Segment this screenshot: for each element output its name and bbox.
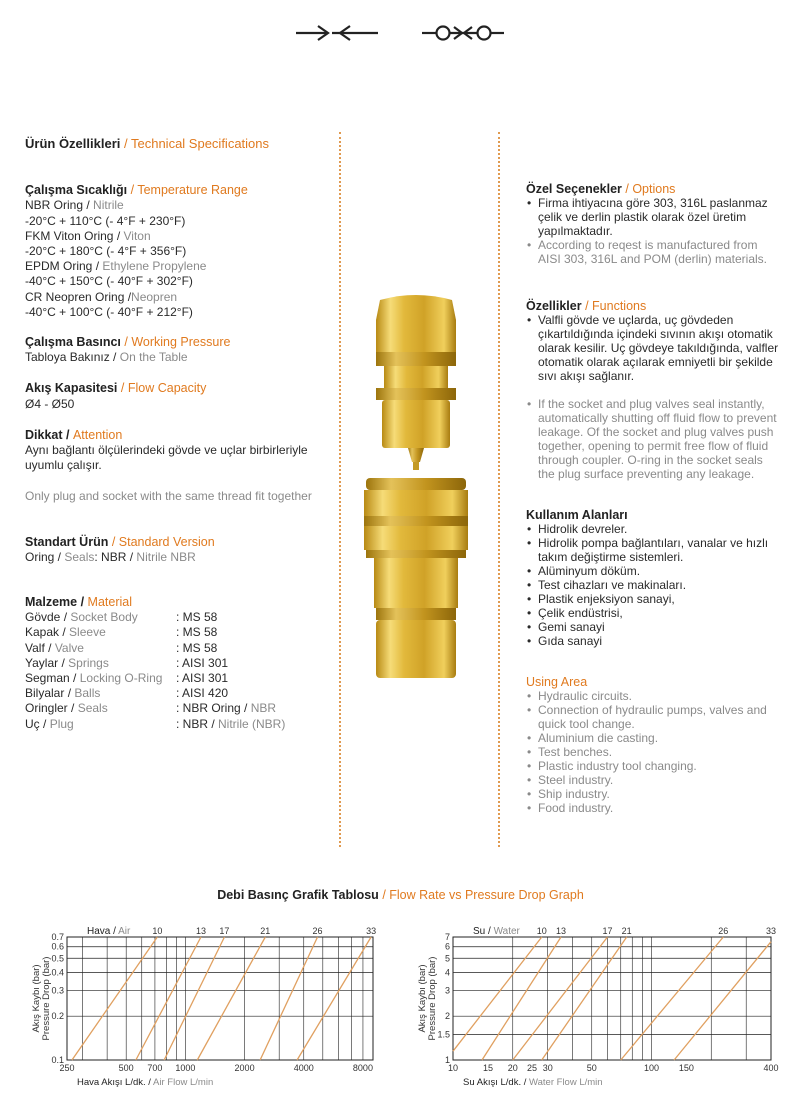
list-item: • Test benches. [526,745,781,759]
list-item: • Hydraulic circuits. [526,689,781,703]
temp-row: -40°C + 150°C (- 40°F + 302°F) [25,274,193,289]
temp-row: CR Neopren Oring /Neopren [25,289,178,304]
y-tick-label: 0.2 [51,1011,64,1022]
list-item: • Alüminyum döküm. [526,564,781,578]
y-tick-label: 7 [444,932,450,942]
series-label: 33 [366,926,377,936]
temperature-section: Çalışma Sıcaklığı / Temperature Range NBR Oring / Nitrile -20°C + 110°C (- 4°F + 230°F) FKM Viton Oring / Viton -20°C + 180°C (- 4°F + 356°F) EPDM Oring / Ethylene Propylene -40°C + 150°C (- 40°F + 302°F) CR Neopren Oring /Neopren -40°C + 100°C (- 40°F + 212°F) [25,183,325,320]
y-tick-label: 0.5 [51,953,64,964]
x-tick-label: 20 [507,1063,518,1073]
x-tick-label: 10 [447,1063,459,1073]
x-tick-label: 30 [542,1063,553,1073]
air-flow-chart [25,915,385,1100]
y-tick-label: 0.3 [51,985,64,996]
list-item: • Gıda sanayi [526,634,781,648]
standard-section: Standart Ürün / Standard Version Oring / Seals: NBR / Nitrile NBR [25,534,215,564]
y-tick-label: 5 [444,953,450,964]
x-tick-label: 100 [643,1063,660,1073]
coupling-valve-symbol-icon [422,18,504,48]
x-tick-label: 2000 [234,1063,255,1073]
list-item: • Valfli gövde ve uçlarda, uç gövdeden çıkartıldığında içindeki sıvının akışı otomatik olarak kesilir. Uç gövdeye takıldığında, valfler otomatik olarak açılarak emniyetli bir şekilde sıvı akışı sağlanır. [526,313,781,383]
left-column [25,136,325,732]
series-label: 21 [260,926,271,936]
right-column [526,182,781,815]
material-row: Yaylar / Springs : AISI 301 [25,655,229,670]
y-tick-label: 1 [444,1055,450,1065]
column-divider [498,132,500,847]
list-item: • Ship industry. [526,787,781,801]
quick-coupling-product-image [360,290,472,690]
list-item: • Plastik enjeksiyon sanayi, [526,592,781,606]
series-line [621,937,724,1060]
temp-row: -20°C + 180°C (- 4°F + 356°F) [25,244,187,259]
options-section: Özel Seçenekler / Options • Firma ihtiyacına göre 303, 316L paslanmaz çelik ve derlin plastik olarak özel üretim yapılmaktadır. • According to reqest is manufactured from AISI 303, 316L and POM (derlin) materials. [526,182,781,266]
series-line [674,942,771,1060]
y-axis-label: Akış Kaybı (bar) [31,964,42,1033]
x-tick-label: 15 [482,1063,493,1073]
list-item: • Çelik endüstrisi, [526,606,781,620]
y-tick-label: 0.6 [51,941,64,952]
x-tick-label: 8000 [352,1063,373,1073]
series-label: 10 [152,926,163,936]
series-label: 26 [312,926,323,936]
using-area-section: Using Area • Hydraulic circuits. • Connection of hydraulic pumps, valves and quick tool change. • Aluminium die casting. • Test benches. • Plastic industry tool changing. • Steel industry. • Ship industry. • Food industry. [526,675,781,815]
material-row: Gövde / Socket Body : MS 58 [25,610,218,625]
y-tick-label: 1.5 [437,1029,450,1040]
y-tick-label: 0.4 [51,967,64,978]
x-tick-label: 4000 [293,1063,314,1073]
list-item: • Firma ihtiyacına göre 303, 316L paslanmaz çelik ve derlin plastik olarak özel üretim yapılmaktadır. [526,196,781,238]
material-row: Valf / Valve : MS 58 [25,640,218,655]
usage-section: Kullanım Alanları • Hidrolik devreler. • Hidrolik pompa bağlantıları, vanalar ve hızlı takım değiştirme sistemleri. • Alüminyum döküm. • Test cihazları ve makinaları. • Plastik enjeksiyon sanayi, • Çelik endüstrisi, • Gemi sanayi • Gıda sanayi [526,508,781,648]
chart-title: Su / Water [473,926,520,937]
temp-row: EPDM Oring / Ethylene Propylene [25,259,207,274]
pressure-section: Çalışma Basıncı / Working Pressure Tabloya Bakınız / On the Table [25,335,231,365]
series-label: 10 [536,926,547,936]
temp-row: FKM Viton Oring / Viton [25,228,151,243]
list-item: • Hidrolik pompa bağlantıları, vanalar ve hızlı takım değiştirme sistemleri. [526,536,781,564]
series-line [72,937,157,1060]
series-line [542,937,627,1060]
series-label: 33 [765,926,777,936]
list-item: • According to reqest is manufactured from AISI 303, 316L and POM (derlin) materials. [526,238,781,266]
series-label: 17 [602,926,613,936]
material-row: Segman / Locking O-Ring : AISI 301 [25,671,229,686]
series-line [297,937,371,1060]
list-item: • Food industry. [526,801,781,815]
x-tick-label: 500 [118,1063,134,1073]
series-label: 13 [555,926,567,936]
x-tick-label: 50 [586,1063,597,1073]
series-label: 26 [718,926,729,936]
material-row: Kapak / Sleeve : MS 58 [25,625,218,640]
x-tick-label: 150 [678,1063,694,1073]
x-tick-label: 1000 [175,1063,196,1073]
x-tick-label: 25 [526,1063,537,1073]
attention-section: Dikkat / Attention Aynı bağlantı ölçülerindeki gövde ve uçlar birbirleriyle uyumlu çalışır. Only plug and socket with the same thread fit together [25,427,312,504]
plot-frame [453,937,771,1060]
y-tick-label: 6 [444,941,450,952]
y-axis-label-en: Pressure Drop (bar) [41,956,52,1041]
x-tick-label: 400 [763,1063,779,1073]
y-tick-label: 3 [444,985,450,996]
series-label: 13 [195,926,206,936]
list-item: • Connection of hydraulic pumps, valves and quick tool change. [526,703,781,731]
list-item: • Hidrolik devreler. [526,522,781,536]
x-tick-label: 250 [59,1063,75,1073]
spec-header: Ürün Özellikleri / Technical Specifications [25,136,270,151]
x-axis-label: Su Akışı L/dk. / Water Flow L/min [463,1077,603,1088]
material-row: Oringler / Seals : NBR Oring / NBR [25,701,277,716]
temp-row: -40°C + 100°C (- 40°F + 212°F) [25,304,193,319]
graph-title: Debi Basınç Grafik Tablosu / Flow Rate vs Pressure Drop Graph [217,888,584,902]
list-item: • Test cihazları ve makinaları. [526,578,781,592]
y-axis-label-en: Pressure Drop (bar) [427,956,438,1041]
material-row: Bilyalar / Balls : AISI 420 [25,686,229,701]
list-item: • If the socket and plug valves seal instantly, automatically shutting off fluid flow to prevent leakage. Of the socket and plug valves push together, opening to permit free flow of fluid through coupler. O-ring in the socket seals the plug surface preventing any leakage. [526,397,781,481]
list-item: • Aluminium die casting. [526,731,781,745]
series-line [164,937,224,1060]
temp-row: -20°C + 110°C (- 4°F + 230°F) [25,213,186,228]
list-item: • Plastic industry tool changing. [526,759,781,773]
list-item: • Steel industry. [526,773,781,787]
y-tick-label: 0.1 [51,1055,64,1065]
x-axis-label: Hava Akışı L/dk. / Air Flow L/min [77,1077,214,1088]
series-line [197,937,265,1060]
y-tick-label: 4 [444,967,450,978]
coupling-disconnected-symbol-icon [296,18,378,48]
column-divider [339,132,341,847]
material-row: Uç / Plug : NBR / Nitrile (NBR) [25,716,286,731]
temp-row: NBR Oring / Nitrile [25,198,124,213]
list-item: • Gemi sanayi [526,620,781,634]
series-label: 21 [621,926,632,936]
x-tick-label: 700 [147,1063,163,1073]
chart-title: Hava / Air [87,926,131,937]
material-section: Malzeme / Material Gövde / Socket Body : MS 58 Kapak / Sleeve : MS 58 Valf / Valve : MS 58 Yaylar / Springs : AISI 301 Segman / Locking O-Ring : AISI 301 Bilyalar / Balls : AISI 420 Oringler / Seals : NBR Oring / NBR Uç / Plug : NBR / Nitrile (NBR) [25,595,325,732]
series-line [136,937,201,1060]
water-flow-chart [405,915,785,1100]
series-label: 17 [219,926,230,936]
plot-frame [67,937,373,1060]
functions-section: Özellikler / Functions • Valfli gövde ve uçlarda, uç gövdeden çıkartıldığında içindeki sıvının akışı otomatik olarak kesilir. Uç gövdeye takıldığında, valfler otomatik olarak açılarak emniyetli bir şekilde sıvı akışı sağlanır. • If the socket and plug valves seal instantly, automatically shutting off fluid flow to prevent leakage. Of the socket and plug valves push together, opening to permit free flow of fluid through coupler. O-ring in the socket seals the plug surface preventing any leakage. [526,299,781,481]
y-axis-label: Akış Kaybı (bar) [417,964,428,1033]
y-tick-label: 2 [444,1011,450,1022]
flow-section: Akış Kapasitesi / Flow Capacity Ø4 - Ø50 [25,381,207,411]
y-tick-label: 0.7 [51,932,64,942]
